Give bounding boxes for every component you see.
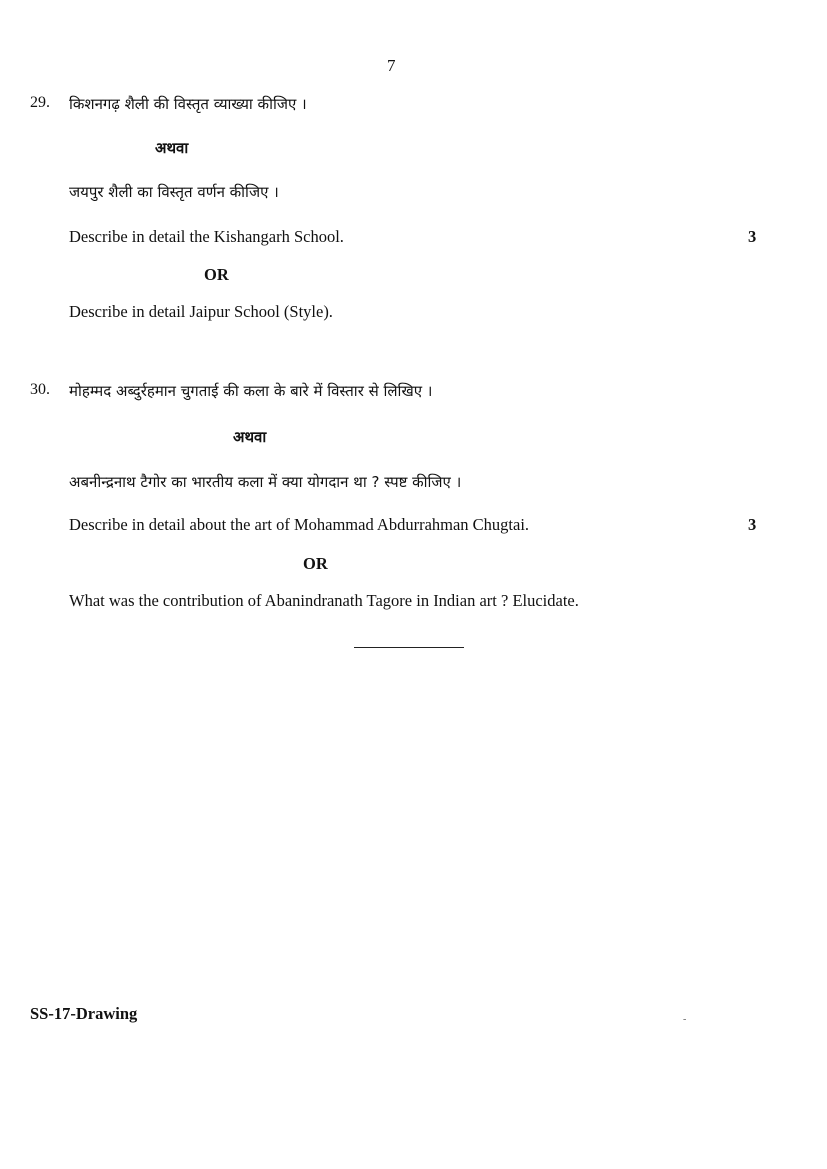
english-or-label: OR bbox=[204, 265, 229, 284]
english-or-label: OR bbox=[303, 554, 328, 573]
page-number: 7 bbox=[387, 56, 396, 75]
question-marks: 3 bbox=[748, 227, 757, 246]
hindi-or-label: अथवा bbox=[155, 139, 189, 157]
english-alternative-question: What was the contribution of Abanindranath Tagore in Indian art ? Elucidate. bbox=[69, 591, 579, 610]
question-number: 30. bbox=[30, 381, 50, 398]
english-question: Describe in detail the Kishangarh School. bbox=[69, 227, 344, 246]
end-of-paper-rule bbox=[354, 647, 464, 648]
footer-mark: - bbox=[683, 1014, 687, 1025]
hindi-or-label: अथवा bbox=[233, 428, 267, 446]
english-question: Describe in detail about the art of Mohammad Abdurrahman Chugtai. bbox=[69, 515, 530, 534]
english-alternative-question: Describe in detail Jaipur School (Style). bbox=[69, 302, 333, 321]
hindi-question: किशनगढ़ शैली की विस्तृत व्याख्या कीजिए । bbox=[69, 95, 307, 113]
hindi-alternative-question: अबनीन्द्रनाथ टैगोर का भारतीय कला में क्या योगदान था ? स्पष्ट कीजिए । bbox=[69, 473, 462, 491]
question-marks: 3 bbox=[748, 515, 757, 534]
paper-code: SS-17-Drawing bbox=[30, 1004, 138, 1023]
question-number: 29. bbox=[30, 94, 50, 111]
hindi-alternative-question: जयपुर शैली का विस्तृत वर्णन कीजिए । bbox=[69, 183, 279, 201]
hindi-question: मोहम्मद अब्दुर्रहमान चुगताई की कला के बारे में विस्तार से लिखिए । bbox=[69, 382, 433, 400]
